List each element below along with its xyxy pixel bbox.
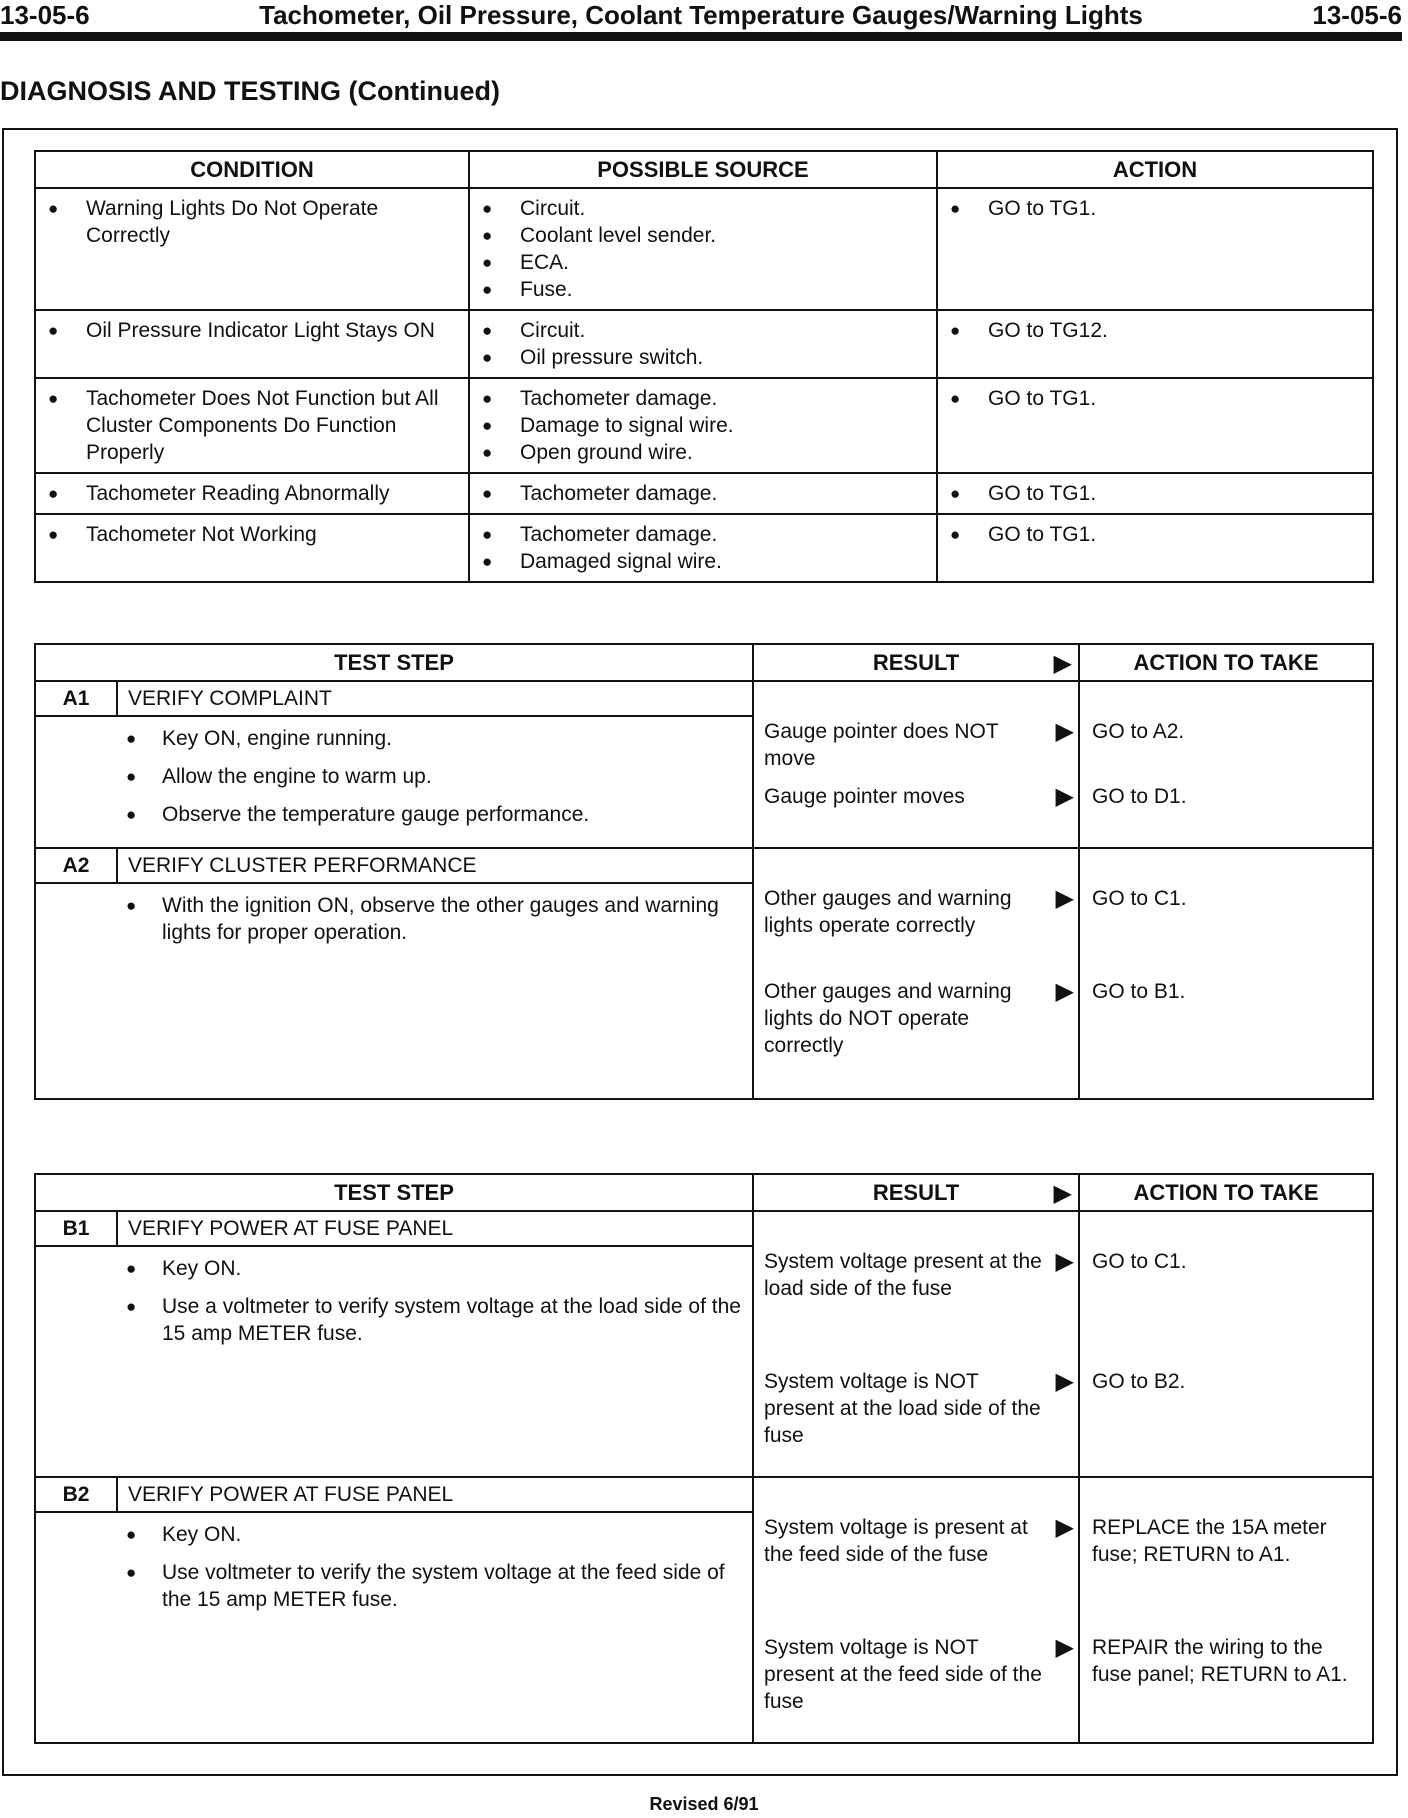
col-action: ACTION: [937, 151, 1373, 188]
action-cell: [1079, 848, 1373, 1099]
result-text: System voltage is NOT present at the feed side of the fuse: [764, 1636, 1042, 1713]
condition-text: ● Tachometer Reading Abnormally: [48, 480, 460, 507]
step-header-row: [35, 1211, 1373, 1246]
action-item: REPAIR the wiring to the fuse panel; RETURN to A1.: [1092, 1636, 1348, 1686]
condition-text: ● Oil Pressure Indicator Light Stays ON: [48, 317, 460, 344]
source-item: ● Damaged signal wire.: [482, 548, 928, 575]
source-cell: [469, 310, 937, 378]
header-rule: [0, 32, 1402, 41]
condition-cell: [35, 378, 469, 473]
condition-cell: [35, 310, 469, 378]
result-header-label: RESULT: [872, 1180, 960, 1205]
arrow-icon: ▶: [1053, 650, 1073, 677]
arrow-icon: ▶: [1055, 885, 1075, 912]
table-row: [35, 310, 1373, 378]
condition-cell: [35, 188, 469, 310]
step-bullet: ● Key ON.: [126, 1521, 742, 1548]
result-text: Other gauges and warning lights operate correctly: [764, 887, 1012, 937]
revision-footer: Revised 6/91: [649, 1794, 759, 1814]
arrow-icon: ▶: [1055, 783, 1075, 810]
source-item: ● Circuit.: [482, 195, 928, 222]
section-title: DIAGNOSIS AND TESTING (Continued): [0, 76, 500, 106]
action-text: ● GO to TG12.: [950, 317, 1364, 344]
result-item: [764, 1248, 1078, 1368]
action-text: ● GO to TG1.: [950, 195, 1364, 222]
source-item: ● Tachometer damage.: [482, 480, 928, 507]
result-item: [764, 978, 1078, 1098]
condition-text: ● Warning Lights Do Not Operate Correctly: [48, 195, 460, 249]
source-cell: [469, 473, 937, 514]
source-cell: [469, 188, 937, 310]
action-text: ● GO to TG1.: [950, 521, 1364, 548]
source-item: ● Circuit.: [482, 317, 928, 344]
col-test-step: TEST STEP: [35, 644, 753, 681]
action-item: GO to B1.: [1092, 980, 1186, 1003]
step-bullet: ● Use voltmeter to verify the system voltage at the feed side of the 15 amp METER fuse.: [126, 1559, 742, 1613]
table-row: [35, 514, 1373, 582]
action-item: REPLACE the 15A meter fuse; RETURN to A1.: [1092, 1516, 1327, 1566]
action-cell: [937, 473, 1373, 514]
result-cell: [753, 848, 1079, 1099]
arrow-icon: ▶: [1055, 718, 1075, 745]
col-test-step: TEST STEP: [35, 1174, 753, 1211]
page-title: Tachometer, Oil Pressure, Coolant Temperature Gauges/Warning Lights: [259, 0, 1143, 30]
page-number-right: 13-05-6: [1312, 0, 1402, 30]
result-text: Other gauges and warning lights do NOT operate correctly: [764, 980, 1012, 1057]
result-item: [764, 1514, 1078, 1634]
step-bullet: ● Key ON, engine running.: [126, 725, 742, 752]
step-title: VERIFY POWER AT FUSE PANEL: [117, 1211, 753, 1246]
arrow-icon: ▶: [1055, 978, 1075, 1005]
action-item: GO to C1.: [1092, 887, 1187, 910]
step-header-row: [35, 1477, 1373, 1512]
action-text: ● GO to TG1.: [950, 480, 1364, 507]
arrow-icon: ▶: [1055, 1368, 1075, 1395]
source-cell: [469, 378, 937, 473]
table-row: [35, 378, 1373, 473]
action-cell: [937, 514, 1373, 582]
step-bullet: ● Observe the temperature gauge performance.: [126, 801, 742, 828]
result-item: [764, 718, 1078, 783]
condition-cell: [35, 473, 469, 514]
action-item: GO to A2.: [1092, 720, 1185, 743]
col-action-to-take: ACTION TO TAKE: [1079, 1174, 1373, 1211]
condition-table: [34, 150, 1374, 583]
step-bullet: ● With the ignition ON, observe the other gauges and warning lights for proper operation.: [126, 892, 742, 946]
step-id: B2: [35, 1477, 117, 1512]
source-item: ● Oil pressure switch.: [482, 344, 928, 371]
source-item: ● Damage to signal wire.: [482, 412, 928, 439]
arrow-icon: ▶: [1055, 1634, 1075, 1661]
page-number-left: 13-05-6: [0, 0, 90, 30]
step-title: VERIFY COMPLAINT: [117, 681, 753, 716]
source-item: ● Coolant level sender.: [482, 222, 928, 249]
source-cell: [469, 514, 937, 582]
action-item: GO to B2.: [1092, 1370, 1186, 1393]
result-item: [764, 1368, 1078, 1476]
action-text: ● GO to TG1.: [950, 385, 1364, 412]
source-item: ● Tachometer damage.: [482, 385, 928, 412]
page-header: [0, 0, 1402, 30]
arrow-icon: ▶: [1055, 1514, 1075, 1541]
source-item: ● ECA.: [482, 249, 928, 276]
step-id: B1: [35, 1211, 117, 1246]
action-cell: [937, 378, 1373, 473]
condition-cell: [35, 514, 469, 582]
source-item: ● Fuse.: [482, 276, 928, 303]
test-step-table-a: [34, 643, 1374, 1100]
table-row: [35, 188, 1373, 310]
result-item: [764, 783, 1078, 838]
col-result: [753, 644, 1079, 681]
step-title: VERIFY CLUSTER PERFORMANCE: [117, 848, 753, 883]
col-possible-source: POSSIBLE SOURCE: [469, 151, 937, 188]
step-bullet: ● Key ON.: [126, 1255, 742, 1282]
arrow-icon: ▶: [1055, 1248, 1075, 1275]
result-header-label: RESULT: [872, 650, 960, 675]
action-cell: [1079, 1477, 1373, 1743]
arrow-icon: ▶: [1053, 1180, 1073, 1207]
result-cell: [753, 681, 1079, 848]
action-item: GO to D1.: [1092, 785, 1187, 808]
result-item: [764, 885, 1078, 978]
step-bullet: ● Use a voltmeter to verify system voltage at the load side of the 15 amp METER fuse.: [126, 1293, 742, 1347]
step-body: [35, 1246, 753, 1477]
step-header-row: [35, 848, 1373, 883]
test-step-table-b: [34, 1173, 1374, 1744]
result-text: System voltage present at the load side of the fuse: [764, 1250, 1042, 1300]
table-row: [35, 473, 1373, 514]
step-header-row: [35, 681, 1373, 716]
result-cell: [753, 1211, 1079, 1477]
result-text: System voltage is present at the feed side of the fuse: [764, 1516, 1028, 1566]
step-id: A1: [35, 681, 117, 716]
action-cell: [937, 188, 1373, 310]
step-body: [35, 883, 753, 1099]
action-cell: [937, 310, 1373, 378]
result-item: [764, 1634, 1078, 1742]
col-condition: CONDITION: [35, 151, 469, 188]
result-text: System voltage is NOT present at the load side of the fuse: [764, 1370, 1041, 1447]
condition-text: ● Tachometer Does Not Function but All Cluster Components Do Function Properly: [48, 385, 460, 466]
step-body: [35, 716, 753, 848]
action-item: GO to C1.: [1092, 1250, 1187, 1273]
col-result: [753, 1174, 1079, 1211]
step-id: A2: [35, 848, 117, 883]
action-cell: [1079, 1211, 1373, 1477]
action-cell: [1079, 681, 1373, 848]
condition-text: ● Tachometer Not Working: [48, 521, 460, 548]
col-action-to-take: ACTION TO TAKE: [1079, 644, 1373, 681]
step-title: VERIFY POWER AT FUSE PANEL: [117, 1477, 753, 1512]
source-item: ● Open ground wire.: [482, 439, 928, 466]
source-item: ● Tachometer damage.: [482, 521, 928, 548]
step-bullet: ● Allow the engine to warm up.: [126, 763, 742, 790]
result-cell: [753, 1477, 1079, 1743]
result-text: Gauge pointer moves: [764, 785, 965, 808]
result-text: Gauge pointer does NOT move: [764, 720, 999, 770]
step-body: [35, 1512, 753, 1743]
